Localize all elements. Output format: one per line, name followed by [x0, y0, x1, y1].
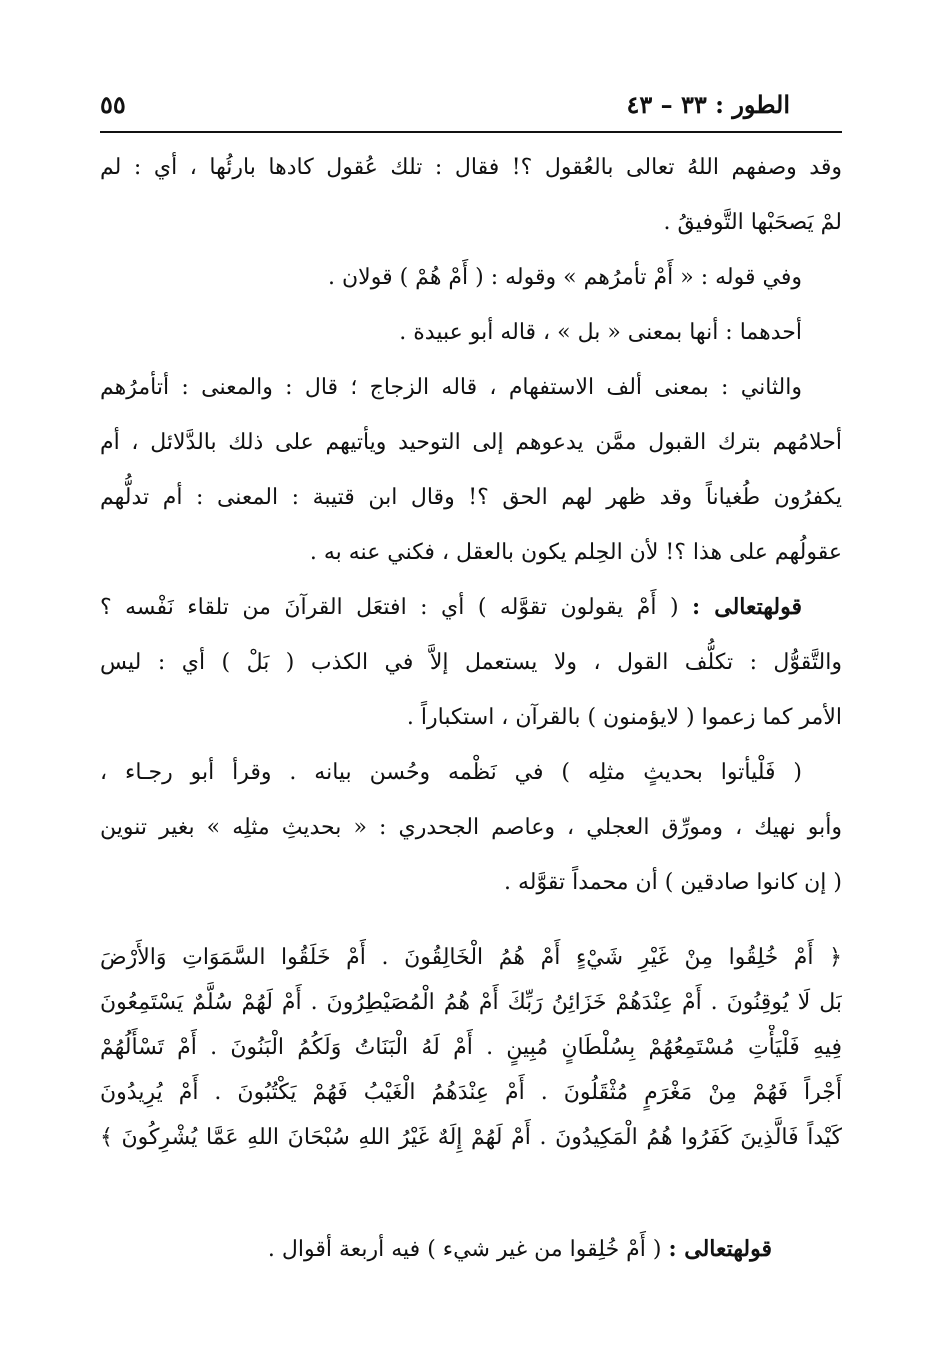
text-line	[100, 580, 842, 635]
text-line	[100, 1222, 842, 1277]
text-line: يكفرُون طُغياناً وقد ظهر لهم الحق ؟! وقال ابن قتيبة : المعنى : أم تدلُّهم	[100, 485, 842, 510]
commentary-text	[100, 140, 842, 910]
text-line: ( إن كانوا صادقين ) أن محمداً تقوَّله .	[504, 870, 842, 895]
quran-passage	[100, 935, 842, 1160]
text-line: ( فَلْيأتوا بحديثٍ مثلِه ) في نَظْمه وحُسن بيانه . وقرأ أبو رجـاء ،	[100, 760, 802, 785]
page-header	[100, 84, 840, 124]
text-line: وقد وصفهم اللهُ تعالى بالعُقول ؟! فقال : تلك عُقول كادها بارئُها ، أي : لم	[100, 155, 842, 180]
text-line: لمْ يَصحَبْها التَّوفيقُ .	[663, 210, 842, 235]
quran-line: بَل لَا يُوقِنُونَ . أَمْ عِنْدَهُمْ خَزَائِنُ رَبِّكَ أَمْ هُمُ الْمُصَيْطِرُونَ . أَمْ لَهُمْ سُلَّمٌ يَسْتَمِعُونَ	[100, 990, 842, 1015]
verse-gloss: ( أَمْ يقولون تقوَّله ) أي : افتعَل القرآنَ من تلقاء نَفْسه ؟	[100, 595, 679, 620]
verse-gloss: ( أَمْ خُلِقوا من غير شيء ) فيه أربعة أقوال .	[267, 1237, 662, 1262]
text-line: وفي قوله : « أَمْ تأمرُهم » وقوله : ( أَمْ هُمْ ) قولان .	[328, 265, 802, 290]
page-number: ٥٥	[100, 89, 126, 119]
text-line: وأبو نهيك ، ومورِّق العجلي ، وعاصم الجحدري : « بحديثِ مثلِه » بغير تنوين	[100, 815, 842, 840]
commentary-text-end	[100, 1222, 842, 1277]
text-line: والثاني : بمعنى ألف الاستفهام ، قاله الزجاج ؛ قال : والمعنى : أتأمرُهم	[100, 375, 802, 400]
quran-line: أَجْراً فَهُمْ مِنْ مَغْرَمٍ مُثْقَلُونَ . أَمْ عِنْدَهُمُ الْغَيْبُ فَهُمْ يَكْتُبُونَ . أَمْ يُرِيدُونَ	[100, 1080, 842, 1105]
running-head: الطور : ٣٣ – ٤٣	[626, 89, 790, 119]
verse-lead: قولهتعالى :	[692, 594, 802, 620]
text-line: الأمر كما زعموا ( لايؤمنون ) بالقرآن ، استكباراً .	[406, 705, 842, 730]
quran-line: ﴿ أَمْ خُلِقُوا مِنْ غَيْرِ شَيْءٍ أَمْ هُمُ الْخَالِقُونَ . أَمْ خَلَقُوا السَّمَوَاتِ وَالأَرْضَ	[100, 945, 842, 970]
text-line: والتَّقوُّل : تكلُّف القول ، ولا يستعمل إلاَّ في الكذب ( بَلْ ) أي : ليس	[100, 650, 842, 675]
quran-line: فِيهِ فَلْيَأْتِ مُسْتَمِعُهُمْ بِسُلْطَانٍ مُبِينٍ . أَمْ لَهُ الْبَنَاتُ وَلَكُمُ الْبَنُونَ . أَمْ تَسْأَلُهُمْ	[100, 1035, 842, 1060]
verse-lead: قولهتعالى :	[668, 1236, 772, 1262]
quran-line: كَيْداً فَالَّذِينَ كَفَرُوا هُمُ الْمَكِيدُونَ . أَمْ لَهُمْ إِلَهٌ غَيْرُ اللهِ سُبْحَانَ اللهِ عَمَّا يُشْرِكُونَ ﴾	[100, 1125, 842, 1150]
text-line: أحلامُهم بترك القبول ممَّن يدعوهم إلى التوحيد ويأتيهم على ذلك بالدَّلائل ، أم	[100, 430, 842, 455]
header-rule	[100, 131, 842, 133]
text-line: عقولُهم على هذا ؟! لأن الحِلم يكون بالعقل ، فكني عنه به .	[309, 540, 842, 565]
text-line: أحدهما : أنها بمعنى « بل » ، قاله أبو عبيدة .	[399, 320, 802, 345]
